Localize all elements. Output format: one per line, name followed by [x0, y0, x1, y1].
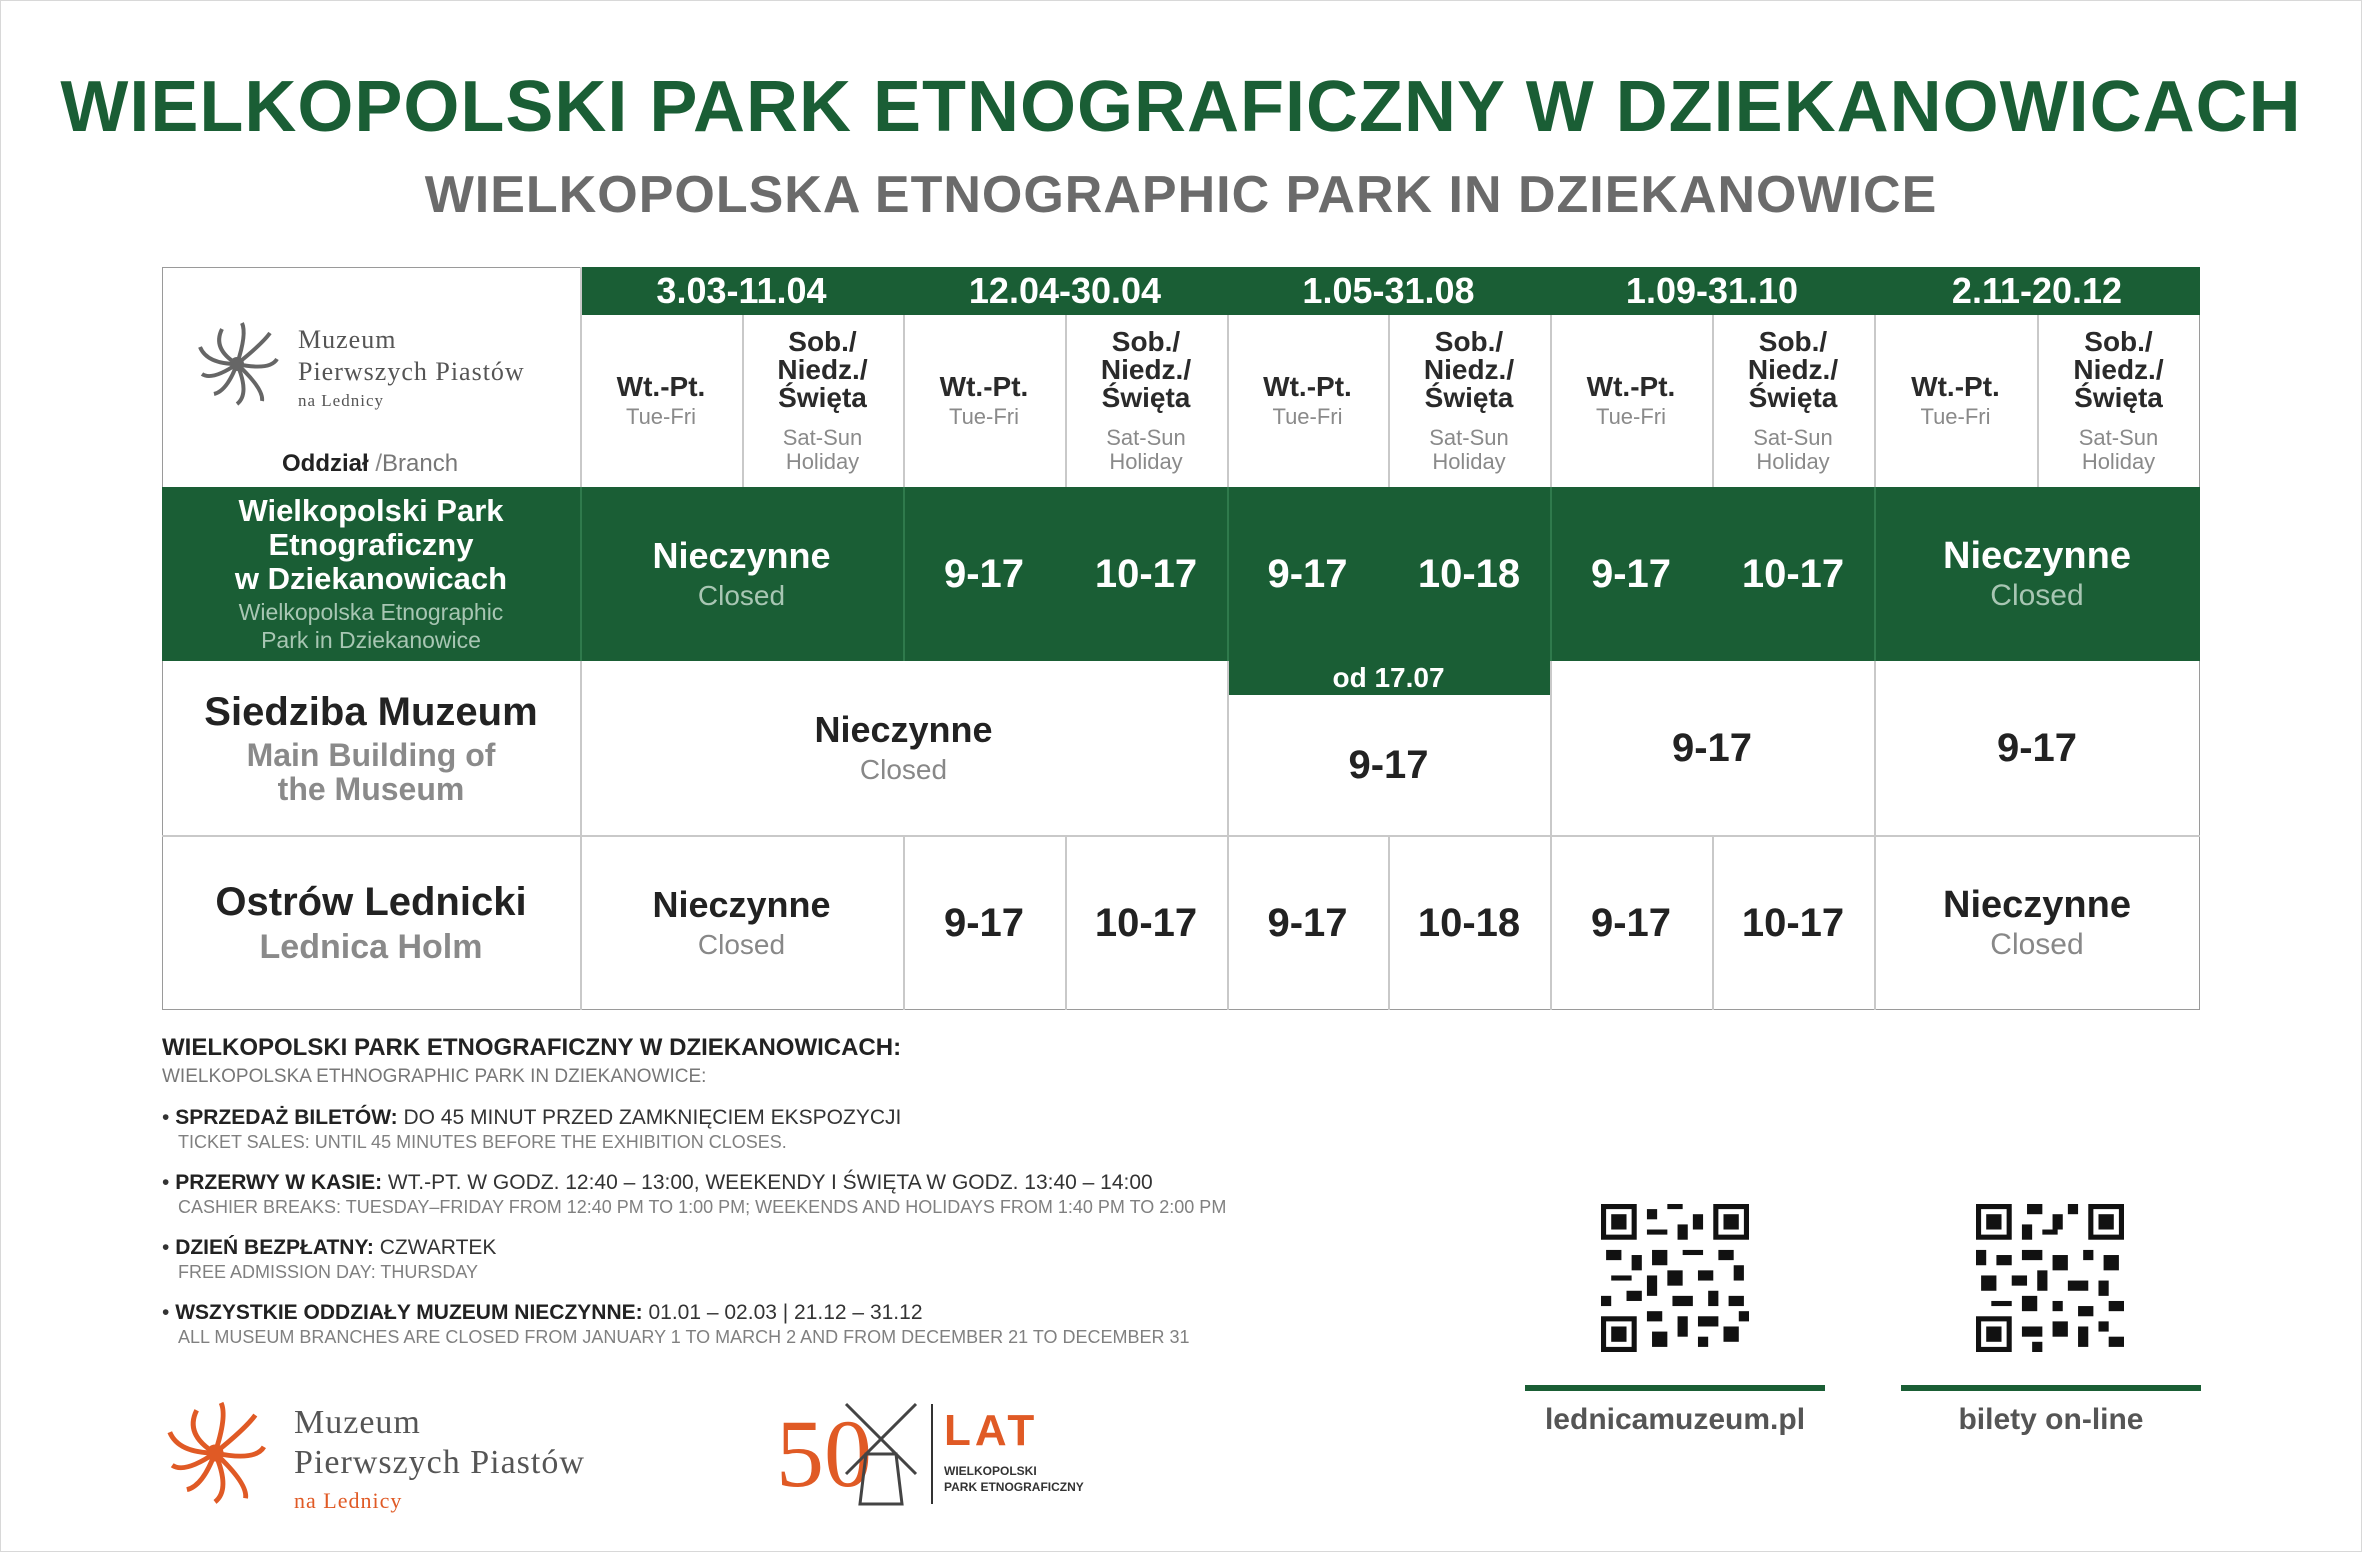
period-header: 2.11-20.12: [1874, 267, 2200, 315]
note-item-en: FREE ADMISSION DAY: THURSDAY: [178, 1262, 479, 1282]
cell-closed: Nieczynne Closed: [652, 884, 831, 960]
cell-hours: 9-17: [1590, 551, 1672, 596]
qr-code-tickets[interactable]: [1976, 1204, 2124, 1352]
day-header-weekend: Sob./ Niedz./ Święta Sat-Sun Holiday: [1747, 326, 1839, 474]
anniversary-number: 50: [776, 1400, 872, 1507]
footer-museum-logo-icon: [160, 1398, 270, 1508]
tickets-link-bar: [1901, 1385, 2201, 1391]
note-item-en: ALL MUSEUM BRANCHES ARE CLOSED FROM JANUARY 1 TO MARCH 2 AND FROM DECEMBER 21 TO DECEMBER 31: [178, 1327, 1190, 1347]
notes-section: [162, 1034, 1542, 1348]
period-header: 12.04-30.04: [903, 267, 1227, 315]
period-header: 1.09-31.10: [1550, 267, 1874, 315]
cell-hours: 9-17: [1267, 551, 1348, 596]
day-header-weekday: Wt.-Pt. Tue-Fri: [1263, 371, 1352, 429]
note-item: • PRZERWY W KASIE: WT.-PT. W GODZ. 12:40 – 13:00, WEEKENDY I ŚWIĘTA W GODZ. 13:40 – 14:00: [162, 1171, 1153, 1194]
cell-hours: 9-17: [1590, 900, 1672, 945]
footer-museum-logo-text: Muzeum Pierwszych Piastów na Lednicy: [294, 1404, 585, 1513]
anniversary-sub2: PARK ETNOGRAFICZNY: [944, 1480, 1084, 1494]
note-item-en: TICKET SALES: UNTIL 45 MINUTES BEFORE THE EXHIBITION CLOSES.: [178, 1132, 787, 1152]
tickets-link[interactable]: bilety on-line: [1958, 1403, 2144, 1436]
page-subtitle: WIELKOPOLSKA ETNOGRAPHIC PARK IN DZIEKANOWICE: [424, 166, 1938, 224]
cell-hours: 10-17: [1094, 900, 1198, 945]
cell-hours: 10-17: [1741, 551, 1845, 596]
from-date-label: od 17.07: [1227, 661, 1550, 695]
page-title: WIELKOPOLSKI PARK ETNOGRAFICZNY W DZIEKANOWICACH: [60, 67, 2302, 147]
site-link[interactable]: lednicamuzeum.pl: [1544, 1403, 1806, 1436]
anniversary-lat: LAT: [944, 1406, 1039, 1455]
note-item-en: CASHIER BREAKS: TUESDAY–FRIDAY FROM 12:40 PM TO 1:00 PM; WEEKENDS AND HOLIDAYS FROM 1:40 PM TO 2:00 PM: [178, 1197, 1227, 1217]
logo-line3: na Lednicy: [298, 391, 384, 410]
cell-closed: Nieczynne Closed: [1943, 884, 2131, 961]
day-header-weekend: Sob./ Niedz./ Święta Sat-Sun Holiday: [1423, 326, 1515, 474]
qr-code-site[interactable]: [1601, 1204, 1749, 1352]
museum-logo-icon: [192, 319, 282, 409]
day-header-weekday: Wt.-Pt. Tue-Fri: [1586, 371, 1676, 429]
site-link-bar: [1525, 1385, 1825, 1391]
cell-hours: 10-18: [1417, 551, 1521, 596]
logo-line1: Muzeum: [298, 325, 397, 354]
anniversary-sub1: WIELKOPOLSKI: [944, 1464, 1037, 1478]
cell-hours: 9-17: [1267, 900, 1348, 945]
opening-hours-table: [162, 267, 2200, 1010]
cell-hours: 10-17: [1094, 551, 1198, 596]
day-header-weekend: Sob./ Niedz./ Święta Sat-Sun Holiday: [1100, 326, 1192, 474]
row-park-label: Wielkopolski Park Etnograficzny w Dziekanowicach Wielkopolska Etnographic Park in Dziekanowice: [234, 493, 508, 653]
row-ostrow-label: Ostrów Lednicki Lednica Holm: [215, 880, 527, 966]
cell-hours: 10-18: [1417, 900, 1521, 945]
note-item: • DZIEŃ BEZPŁATNY: CZWARTEK: [162, 1236, 497, 1259]
note-item: • SPRZEDAŻ BILETÓW: DO 45 MINUT PRZED ZAMKNIĘCIEM EKSPOZYCJI: [162, 1106, 902, 1129]
cell-hours: 9-17: [1348, 742, 1429, 787]
cell-closed: Nieczynne Closed: [814, 709, 993, 785]
logo-line2: Pierwszych Piastów: [298, 357, 525, 386]
cell-hours: 9-17: [943, 551, 1025, 596]
day-header-weekday: Wt.-Pt. Tue-Fri: [616, 371, 706, 429]
row-main-label: Siedziba Muzeum Main Building of the Museum: [204, 690, 538, 807]
cell-hours: 9-17: [1671, 725, 1753, 770]
day-header-weekend: Sob./ Niedz./ Święta Sat-Sun Holiday: [777, 326, 868, 474]
cell-closed: Nieczynne Closed: [652, 535, 831, 611]
day-header-weekday: Wt.-Pt. Tue-Fri: [1911, 371, 2000, 429]
day-header-weekday: Wt.-Pt. Tue-Fri: [939, 371, 1029, 429]
period-header: 1.05-31.08: [1227, 267, 1550, 315]
notes-heading-en: WIELKOPOLSKA ETHNOGRAPHIC PARK IN DZIEKANOWICE:: [162, 1066, 707, 1087]
windmill-icon: [836, 1394, 926, 1506]
day-header-weekend: Sob./ Niedz./ Święta Sat-Sun Holiday: [2073, 326, 2164, 474]
note-item: • WSZYSTKIE ODDZIAŁY MUZEUM NIECZYNNE: 01.01 – 02.03 | 21.12 – 31.12: [162, 1301, 923, 1324]
branch-label: Oddział /Branch: [282, 450, 459, 477]
cell-hours: 9-17: [1996, 725, 2078, 770]
cell-closed: Nieczynne Closed: [1943, 535, 2131, 612]
cell-hours: 9-17: [943, 900, 1025, 945]
anniversary-logo: [776, 1394, 1096, 1514]
notes-heading: WIELKOPOLSKI PARK ETNOGRAFICZNY W DZIEKANOWICACH:: [162, 1034, 902, 1061]
cell-hours: 10-17: [1741, 900, 1845, 945]
period-header: 3.03-11.04: [580, 267, 903, 315]
museum-logo-text: [298, 325, 598, 411]
